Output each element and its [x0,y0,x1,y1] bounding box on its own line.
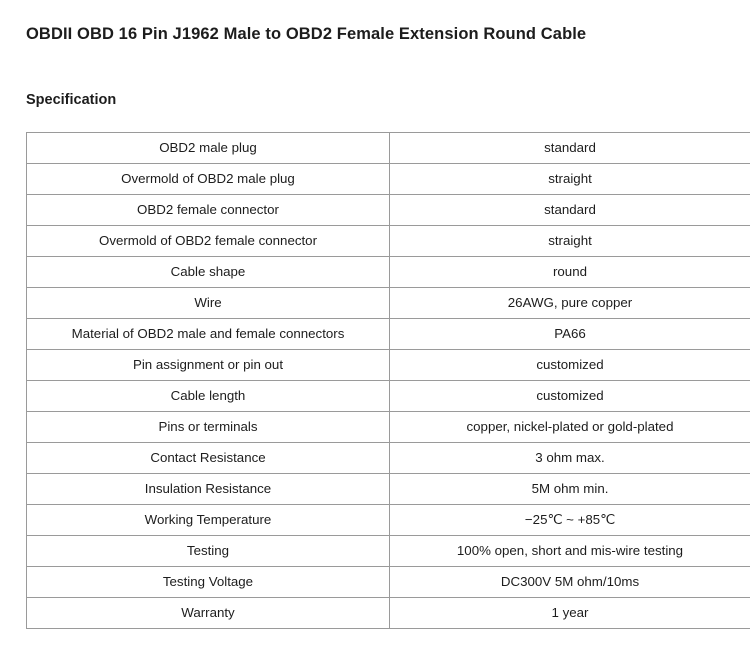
spec-value: straight [390,226,750,257]
spec-name: Overmold of OBD2 female connector [27,226,390,257]
spec-value: standard [390,195,750,226]
spec-value: 100% open, short and mis-wire testing [390,536,750,567]
spec-name: Overmold of OBD2 male plug [27,164,390,195]
table-row [27,226,750,257]
table-row [27,350,750,381]
spec-value: 1 year [390,598,750,629]
table-row [27,536,750,567]
spec-value: customized [390,381,750,412]
table-row [27,133,750,164]
table-row [27,288,750,319]
spec-value: copper, nickel-plated or gold-plated [390,412,750,443]
spec-name: Cable length [27,381,390,412]
table-row [27,195,750,226]
spec-name: Testing [27,536,390,567]
table-row [27,505,750,536]
spec-value: PA66 [390,319,750,350]
spec-value: 26AWG, pure copper [390,288,750,319]
specification-heading: Specification [26,92,117,109]
spec-name: Cable shape [27,257,390,288]
spec-name: OBD2 female connector [27,195,390,226]
specification-table-body [27,133,750,629]
spec-name: Working Temperature [27,505,390,536]
table-row [27,381,750,412]
table-row [27,257,750,288]
specification-table [26,132,750,629]
table-row [27,164,750,195]
page-title: OBDII OBD 16 Pin J1962 Male to OBD2 Female Extension Round Cable [26,25,587,43]
spec-value: straight [390,164,750,195]
spec-name: Pins or terminals [27,412,390,443]
spec-value: 5M ohm min. [390,474,750,505]
table-row [27,319,750,350]
spec-value: DC300V 5M ohm/10ms [390,567,750,598]
table-row [27,598,750,629]
spec-name: Wire [27,288,390,319]
table-row [27,474,750,505]
table-row [27,443,750,474]
spec-name: Material of OBD2 male and female connectors [27,319,390,350]
spec-value: customized [390,350,750,381]
table-row [27,412,750,443]
spec-name: Insulation Resistance [27,474,390,505]
spec-name: Warranty [27,598,390,629]
spec-value: −25℃ ~ +85℃ [390,505,750,536]
table-row [27,567,750,598]
spec-value: standard [390,133,750,164]
spec-name: OBD2 male plug [27,133,390,164]
spec-value: round [390,257,750,288]
spec-name: Testing Voltage [27,567,390,598]
spec-value: 3 ohm max. [390,443,750,474]
spec-name: Pin assignment or pin out [27,350,390,381]
spec-name: Contact Resistance [27,443,390,474]
